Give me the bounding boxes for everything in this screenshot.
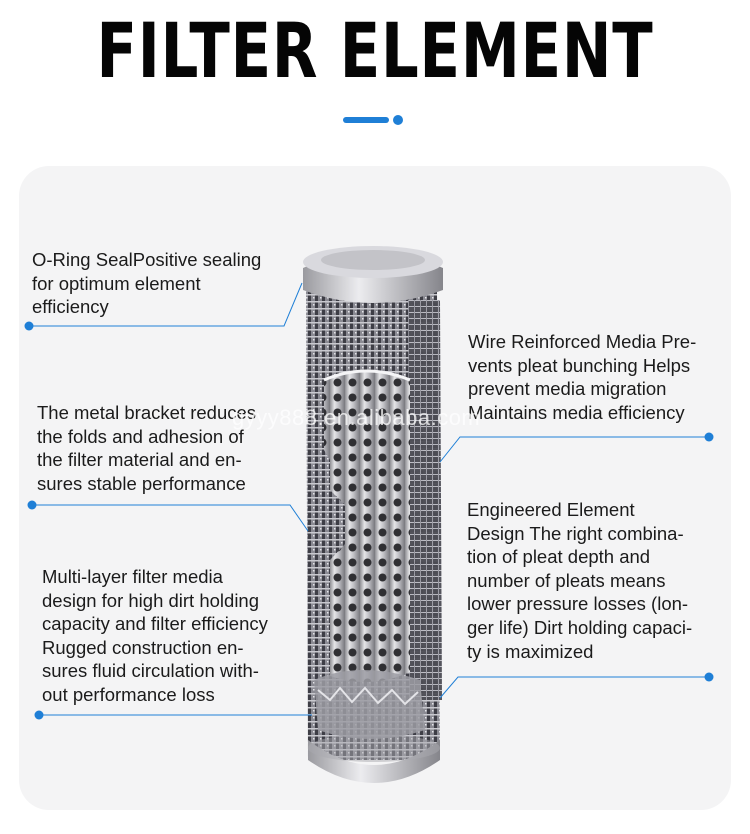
- callout-oring-seal: O-Ring SealPositive sealing for optimum element efficiency: [32, 249, 262, 318]
- callout-wire-reinforced: Wire Reinforced Media Pre- vents pleat bunching Helps prevent media migration Maintains media efficiency: [468, 331, 697, 423]
- callout-engineered-design: Engineered Element Design The right combina- tion of pleat depth and number of pleats means lower pressure losses (lon- ger life) Dirt holding capaci- ty is maximized: [467, 499, 693, 662]
- callout-metal-bracket: The metal bracket reduces the folds and adhesion of the filter material and en- sures stable performance: [37, 402, 257, 494]
- page-title: FILTER ELEMENT: [96, 6, 654, 95]
- callout-multilayer-media: Multi-layer filter media design for high dirt holding capacity and filter efficiency Rugged construction en- sures fluid circulation with- out performance loss: [42, 566, 268, 705]
- watermark-text: gyyy888.en.alibaba.com: [232, 405, 481, 430]
